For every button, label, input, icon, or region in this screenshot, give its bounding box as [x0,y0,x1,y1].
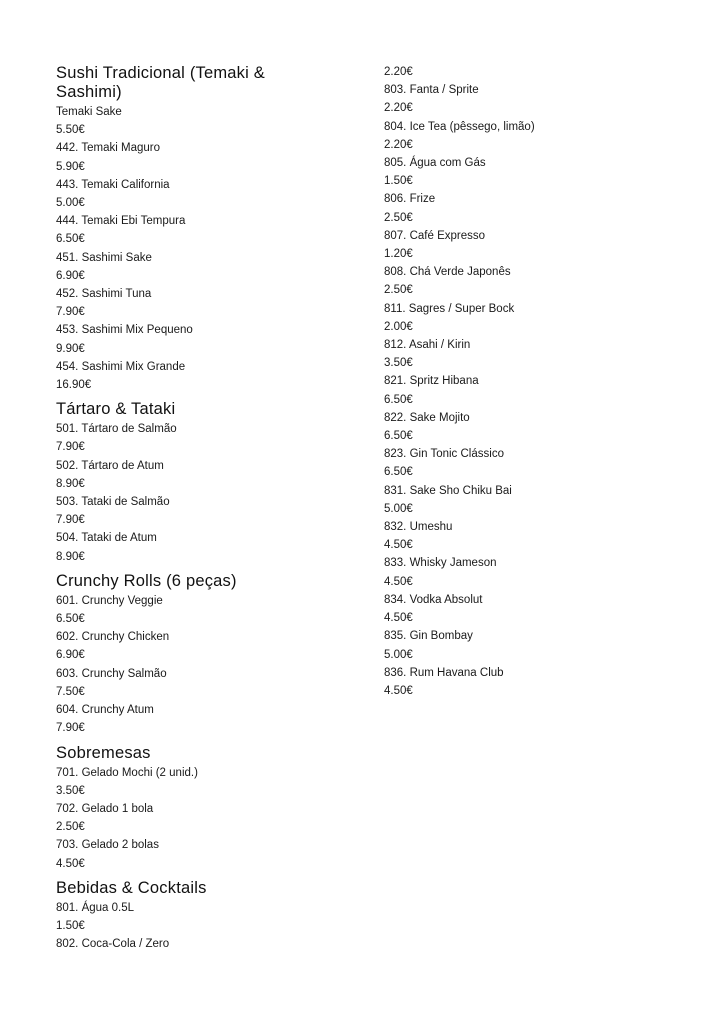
menu-item-price: 1.50€ [56,919,85,932]
menu-item-name: 822. Sake Mojito [384,411,470,424]
menu-item-name: 803. Fanta / Sprite [384,84,479,97]
menu-item-price: 2.50€ [56,821,85,834]
menu-item-price: 9.90€ [56,342,85,355]
section-title: Crunchy Rolls (6 peças) [56,571,237,590]
menu-item-price: 4.50€ [384,612,413,625]
menu-item-price: 8.90€ [56,550,85,563]
menu-item-price: 5.50€ [56,124,85,137]
menu-item-name: 835. Gin Bombay [384,630,473,643]
menu-item-name: 701. Gelado Mochi (2 unid.) [56,766,198,779]
menu-item-price: 6.90€ [56,269,85,282]
menu-item-name: 604. Crunchy Atum [56,704,154,717]
menu-list [56,899,316,954]
menu-item-name: 806. Frize [384,193,436,206]
menu-item-price: 16.90€ [56,379,92,392]
menu-item-price: 2.50€ [384,211,413,224]
menu-item-name: 811. Sagres / Super Bock [384,302,515,315]
right-column [384,62,644,700]
menu-item-price: 6.50€ [384,466,413,479]
menu-item-name: 802. Coca-Cola / Zero [56,938,170,951]
menu-item-price: 7.90€ [56,722,85,735]
menu-section [56,879,316,954]
menu-item-name: 804. Ice Tea (pêssego, limão) [384,120,535,133]
menu-item-price: 6.50€ [56,233,85,246]
menu-item-price: 3.50€ [56,784,85,797]
menu-item-name: 831. Sake Sho Chiku Bai [384,484,512,497]
menu-item-price: 7.50€ [56,685,85,698]
menu-list [384,63,644,700]
menu-list [56,420,316,566]
menu-item-name: 454. Sashimi Mix Grande [56,360,186,373]
menu-list [56,764,316,873]
menu-item-name: 702. Gelado 1 bola [56,802,154,815]
menu-item-name: 603. Crunchy Salmão [56,667,167,680]
menu-item-price: 6.50€ [384,393,413,406]
menu-item-price: 1.20€ [384,248,413,261]
menu-section [56,400,316,566]
menu-item-name: 836. Rum Havana Club [384,666,504,679]
menu-item-price: 2.20€ [384,102,413,115]
menu-item-name: 832. Umeshu [384,521,453,534]
menu-item-name: 501. Tártaro de Salmão [56,423,177,436]
menu-item-price: 8.90€ [56,477,85,490]
menu-item-price: 6.50€ [384,430,413,443]
menu-item-price: 5.90€ [56,160,85,173]
menu-item-price: 3.50€ [384,357,413,370]
menu-item-price: 5.00€ [384,502,413,515]
menu-item-name: 812. Asahi / Kirin [384,339,471,352]
menu-item-name: 823. Gin Tonic Clássico [384,448,504,461]
menu-section [56,572,316,738]
menu-item-price: 2.20€ [384,138,413,151]
menu-item-name: 834. Vodka Absolut [384,593,483,606]
menu-item-name: 453. Sashimi Mix Pequeno [56,324,193,337]
menu-list [56,592,316,738]
menu-item-price: 5.00€ [56,197,85,210]
section-title: Tártaro & Tataki [56,400,176,419]
menu-item-price: 4.50€ [384,539,413,552]
menu-item-name: 451. Sashimi Sake [56,251,152,264]
menu-item-name: 452. Sashimi Tuna [56,288,152,301]
section-title: Bebidas & Cocktails [56,878,207,897]
menu-item-price: 4.50€ [56,857,85,870]
menu-item-price: 6.50€ [56,613,85,626]
menu-item-name: 443. Temaki California [56,178,170,191]
menu-item-name: 821. Spritz Hibana [384,375,479,388]
menu-item-name: 503. Tataki de Salmão [56,496,170,509]
menu-section [56,64,316,394]
menu-item-name: 805. Água com Gás [384,157,486,170]
menu-item-price: 2.20€ [384,66,413,78]
menu-item-name: 833. Whisky Jameson [384,557,497,570]
menu-item-name: 808. Chá Verde Japonês [384,266,511,279]
menu-item-price: 2.00€ [384,320,413,333]
section-title: Sobremesas [56,743,151,762]
menu-item-price: 1.50€ [384,175,413,188]
section-title: Sushi Tradicional (Temaki & Sashimi) [56,64,265,101]
menu-item-price: 2.50€ [384,284,413,297]
menu-item-price: 7.90€ [56,514,85,527]
menu-item-price: 6.90€ [56,649,85,662]
menu-section [56,744,316,873]
menu-item-price: 4.50€ [384,684,413,697]
menu-item-price: 5.00€ [384,648,413,661]
menu-list [56,103,316,394]
menu-item-name: 601. Crunchy Veggie [56,594,163,607]
menu-item-name: 504. Tataki de Atum [56,532,157,545]
menu-item-price: 4.50€ [384,575,413,588]
menu-item-name: 502. Tártaro de Atum [56,459,164,472]
menu-item-name: Temaki Sake [56,106,122,118]
menu-item-name: 807. Café Expresso [384,229,486,242]
menu-item-name: 801. Água 0.5L [56,901,135,914]
menu-item-name: 442. Temaki Maguro [56,142,160,155]
menu-item-name: 703. Gelado 2 bolas [56,839,159,852]
menu-item-name: 602. Crunchy Chicken [56,631,170,644]
menu-item-name: 444. Temaki Ebi Tempura [56,215,186,228]
menu-item-price: 7.90€ [56,306,85,319]
left-column [56,64,316,959]
menu-item-price: 7.90€ [56,441,85,454]
